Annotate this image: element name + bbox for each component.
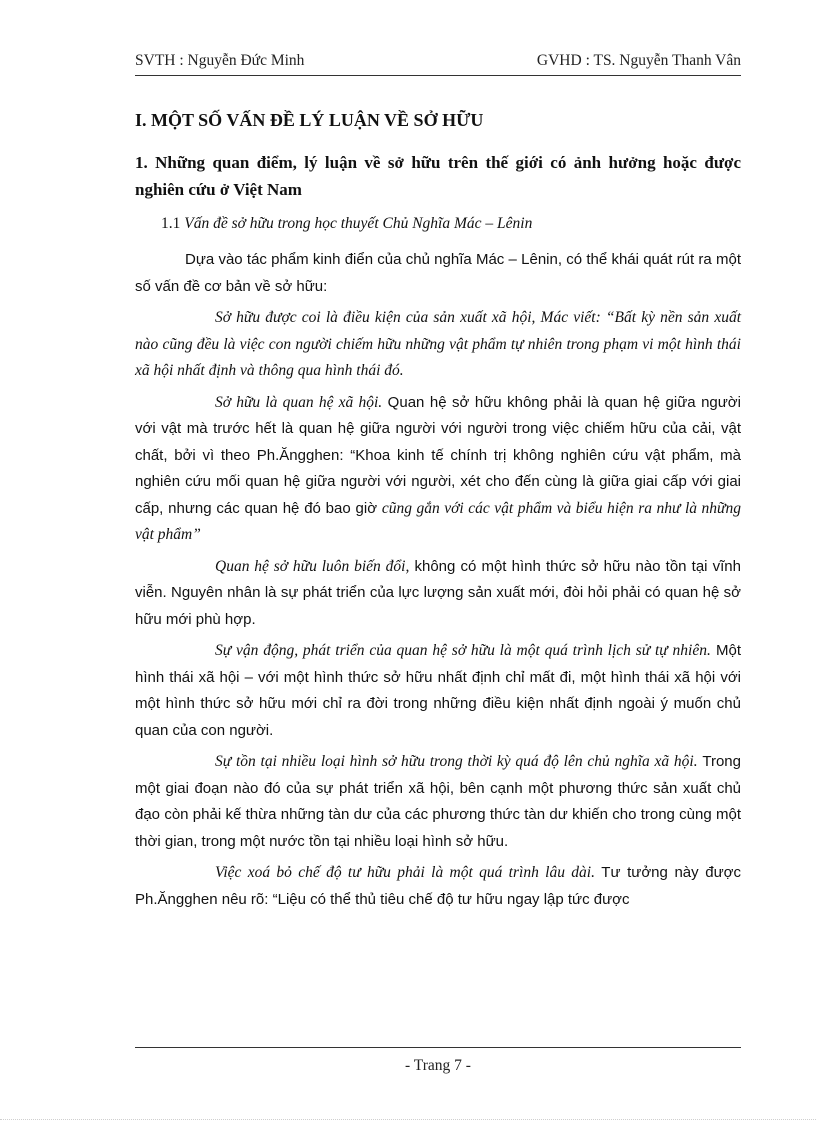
paragraph-2-tail: cũng gắn với các vật phẩm và biểu hiện ra như là những vật phẩm”: [135, 499, 741, 543]
subsubsection-number: 1.1: [161, 215, 185, 232]
paragraph-6: [135, 860, 741, 913]
paragraph-2: [135, 390, 741, 549]
section-title: I. MỘT SỐ VẤN ĐỀ LÝ LUẬN VỀ SỞ HỮU: [135, 110, 484, 130]
subsubsection-text: Vấn đề sở hữu trong học thuyết Chủ Nghĩa Mác – Lênin: [184, 215, 533, 232]
paragraph-4-body: Một hình thái xã hội – với một hình thức sở hữu nhất định chỉ mất đi, một hình thái xã hội với một hình thức sở hữu mới chỉ ra đời trong những điều kiện nhất định ngoài ý muốn chủ quan của con người.: [135, 642, 741, 739]
paragraph-3-body: không có một hình thức sở hữu nào tồn tại vĩnh viễn. Nguyên nhân là sự phát triển của lực lượng sản xuất mới, đòi hỏi phải có quan hệ sở hữu mới phù hợp.: [135, 557, 741, 628]
paragraph-6-body: Tư tưởng này được Ph.Ăngghen nêu rõ: “Liệu có thể thủ tiêu chế độ tư hữu ngay lập tức được: [135, 864, 741, 908]
supervisor-name: GVHD : TS. Nguyễn Thanh Vân: [536, 52, 741, 69]
footer-divider: [135, 1047, 741, 1048]
subsubsection-title: [161, 215, 741, 233]
paragraph-3-lead: Quan hệ sở hữu luôn biến đổi,: [215, 557, 410, 575]
paragraph-4: [135, 638, 741, 744]
paragraph-3: [135, 554, 741, 634]
page-number: - Trang 7 -: [405, 1057, 471, 1074]
subsection-title: 1. Những quan điểm, lý luận về sở hữu trên thế giới có ảnh hưởng hoặc được nghiên cứu ở Việt Nam: [135, 153, 741, 199]
paragraph-5-lead: Sự tồn tại nhiều loại hình sở hữu trong thời kỳ quá độ lên chủ nghĩa xã hội.: [215, 753, 698, 770]
paragraph-4-lead: Sự vận động, phát triển của quan hệ sở hữu là một quá trình lịch sử tự nhiên.: [215, 642, 711, 659]
paragraph-1-text: Sở hữu được coi là điều kiện của sản xuất xã hội, Mác viết: “Bất kỳ nền sản xuất nào cũng đều là việc con người chiếm hữu những vật phẩm tự nhiên trong phạm vi một hình thái xã hội nhất định và thông qua hình thái đó.: [135, 309, 741, 379]
paragraph-5: [135, 749, 741, 855]
page-header: [135, 52, 741, 74]
header-divider: [135, 75, 741, 76]
paragraph-1: [135, 305, 741, 385]
paragraph-6-lead: Việc xoá bỏ chế độ tư hữu phải là một quá trình lâu dài.: [215, 864, 595, 881]
paragraph-2-body: Quan hệ sở hữu không phải là quan hệ giữa người với vật mà trước hết là quan hệ giữa người với người trong việc chiếm hữu của cải, vật chất, bởi vì theo Ph.Ăngghen: “Khoa kinh tế chính trị không nghiên cứu vật phẩm, mà nghiên cứu mối quan hệ giữa người với người, xét cho đến cùng là giữa giai cấp với giai cấp, nhưng các quan hệ đó bao giờ: [135, 393, 741, 517]
paragraph-2-lead: Sở hữu là quan hệ xã hội.: [215, 393, 383, 411]
page-edge-line: [0, 1119, 816, 1120]
paragraph-5-body: Trong một giai đoạn nào đó của sự phát triển xã hội, bên cạnh một phương thức sản xuất chủ đạo còn phải kế thừa những tàn dư của các phương thức tàn dư khiến cho trong cùng một thời gian, trong một nước tồn tại nhiều loại hình sở hữu.: [135, 753, 741, 850]
student-name: SVTH : Nguyễn Đức Minh: [135, 52, 305, 69]
paragraph-intro: Dựa vào tác phẩm kinh điển của chủ nghĩa Mác – Lênin, có thể khái quát rút ra một số vấn đề cơ bản về sở hữu:: [135, 251, 741, 295]
document-body: [135, 110, 741, 918]
